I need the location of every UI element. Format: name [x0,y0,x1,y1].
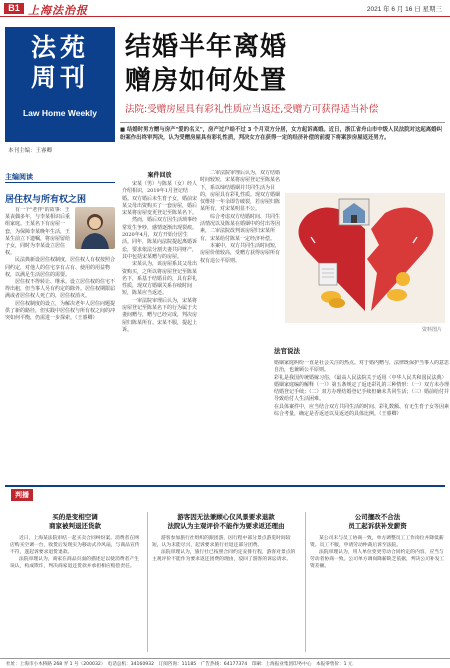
article-column-1 [122,170,197,482]
section-title: 法苑 周刊 [30,33,89,92]
section-editor: 本刊主编：王睿卿 [8,148,53,154]
section-title-block [5,27,115,142]
comment-title: 法官说法 [274,347,300,355]
case-heading: 案件回放 [147,172,172,179]
page-footer: 社址：上海市小木桥路 268 弄 1 号（200032） 电话总机：34160932 订阅咨询：11185 广告热线：64177374 印刷：上海报业集团印务中心 本报零售价：1 元 [0,658,450,668]
comment-paragraph: 婚姻家庭纠纷一直是社会关注的热点。对于婚内赠与，法律既保护当事人的意思自治，也兼顾公平原则。 [274,360,449,374]
brief-body-1 [10,535,140,653]
brief-paragraph: 某公司未与员工协商一致，单方调整员工工作岗位并降低薪资。员工不服，申请劳动仲裁后诉至法院。 [310,536,444,548]
article-paragraph: 然而，婚后双方因生活琐事经常发生争吵，感情逐渐出现裂痕。2020年4月，双方开始分居生活。同年，陈某向法院提起离婚诉讼，要求依法分割夫妻共同财产，其中包括宋某赠与的房屋。 [122,217,197,260]
issue-date: 2021 年 6 月 16 日 星期三 [366,6,442,13]
section-english-title: Law Home Weekly [22,108,97,118]
brief-paragraph: 近日，上海某法院审结一起买卖合同纠纷案。消费者在网店购买空调一台，收货后发现实为移动式冷风扇，与商品宣传不符，遂起诉要求退货退款。 [10,536,140,555]
column-paragraph: 民法典新设居住权制度，居住权人有权按照合同约定，对他人的住宅享有占有、使用的用益物权，以满足生活居住的需要。 [5,257,115,278]
masthead [0,0,450,17]
band-label: 判播 [11,489,33,501]
article-paragraph: 二审法院审理后认为，双方结婚时间较短，宋某将房屋登记至陈某名下，系以缔结婚姻并共同生活为目的，房屋具有彩礼性质。现双方婚姻仅维持一年余即告破裂，若房屋归陈某所有，对宋某明显不公。 [200,170,280,213]
brief-news-band [5,485,445,499]
paper-name: 上海法治报 [28,4,88,17]
article-paragraph: 综合考虑双方结婚时间、共同生活情况以及陈某在婚姻中的付出等因素，二审法院改判该房屋归宋某所有，宋某给付陈某一定经济补偿。 [200,213,280,242]
brief-title-1: 买的是变相空调 商家被判退还货款 [49,513,101,530]
brief-paragraph: 法院审理认为，旅行社已按照合同约定安排行程，游客对景点的主观评价不能作为要求返还团费的理由，驳回了游客的诉讼请求。 [152,550,296,562]
column-paragraph: 居住权不得转让、继承。设立居住权的住宅不得出租，但当事人另有约定的除外。居住权期限届满或者居住权人死亡的，居住权消灭。 [5,279,115,300]
brief-title-3: 公司擅改不合法 员工起诉获补发薪资 [348,513,407,530]
article-paragraph: 宋某认为，该房屋系其父母出资购买，之所以将房屋登记至陈某名下，系基于结婚目的，具有彩礼性质，现双方婚姻关系存续时间短，陈某应当返还。 [122,261,197,297]
column-divider [305,512,306,652]
column-divider [147,512,148,652]
article-paragraph: 本案中，双方共同生活时间短，房屋价值较高，受赠方获得房屋所有权有违公平原则。 [200,242,280,264]
article-column-2 [200,170,280,482]
brief-paragraph: 法院审理认为，用人单位变更劳动合同约定的内容，应当与劳动者协商一致。公司单方调岗降薪缺乏依据，判决公司补发工资差额。 [310,550,445,569]
column-body [5,207,115,439]
column-paragraph: 有一个"老伴"的故事：王某丧偶多年，与李某相识后重组家庭。王某名下有房屋一套，为保障李某晚年生活，王某生前立下遗嘱，将房屋留给子女，同时为李某设立居住权。 [5,207,71,257]
brief-paragraph: 游客参加旅行社组织的跟团游，因行程中部分景点游览时间较短，认为未能尽兴，起诉要求旅行社退还部分团费。 [152,536,291,548]
brief-paragraph: 法院审理认为，商家在商品页面的描述足以使消费者产生误认，构成欺诈，判决商家退还货款并承担相应赔偿责任。 [10,557,139,569]
illustration-caption: 资料图片 [421,327,442,333]
column-host-label: 主编阅读 [5,172,115,183]
article-paragraph: 一审法院审理后认为，宋某将房屋登记至陈某名下的行为属于夫妻间赠与，赠与已经完成，判决房屋归陈某所有。宋某不服，提起上诉。 [122,297,197,333]
brief-body-2 [152,535,300,653]
subheadline: 法院:受赠房屋具有彩礼性质应当返还,受赠方可获得适当补偿 [125,104,379,115]
headline: 结婚半年离婚 赠房如何处置 [125,32,288,96]
comment-paragraph: 彩礼是我国传统婚嫁习俗，《最高人民法院关于适用〈中华人民共和国民法典〉婚姻家庭编的解释（一）》第五条规定了返还彩礼的三种情形：（一）双方未办理结婚登记手续；（二）双方办理结婚登记手续但确未共同生活；（三）婚前给付并导致给付人生活困难。 [274,374,449,403]
comment-body [274,360,449,480]
column-paragraph: 居住权制度的设立，为解决老年人居住问题提供了新的路径，但实践中居住权与所有权之间的冲突如何平衡，仍需进一步探索。（王睿卿） [5,300,115,322]
brief-title-2: 游客因无法兼顾心仪风景要求退款 法院认为主观评价不能作为要求返还理由 [167,513,285,530]
broken-heart-illustration [285,193,445,323]
page-badge: B1 [4,3,24,14]
column-title: 居住权与所有权之困 [5,195,87,205]
comment-paragraph: 在具体案件中，应当结合双方共同生活的时间、彩礼数额、有无生育子女等因素综合考量，确定是否返还以及返还的具体比例。（王睿卿） [274,403,449,418]
broken-heart-icon [285,193,445,323]
lead-paragraph: ■ 结婚时男方赠与房产"爱的名义"，房产过户给不过 3 个月双方分居，女方起诉离婚。近日，浙江省舟山市中级人民法院对这起离婚纠纷案作出终审判决，认为受赠房屋具有彩礼性质，判决女方在获得一定的经济补偿的前提下将案涉房屋返还男方。 [120,122,445,160]
article-paragraph: 宋某（男）与陈某（女）经人介绍相识，2019年1月登记结婚。双方婚后未生育子女，婚前宋某父母出资购买了一套房屋，婚后宋某将房屋变更登记至陈某名下。 [122,181,197,217]
brief-body-3 [310,535,445,653]
